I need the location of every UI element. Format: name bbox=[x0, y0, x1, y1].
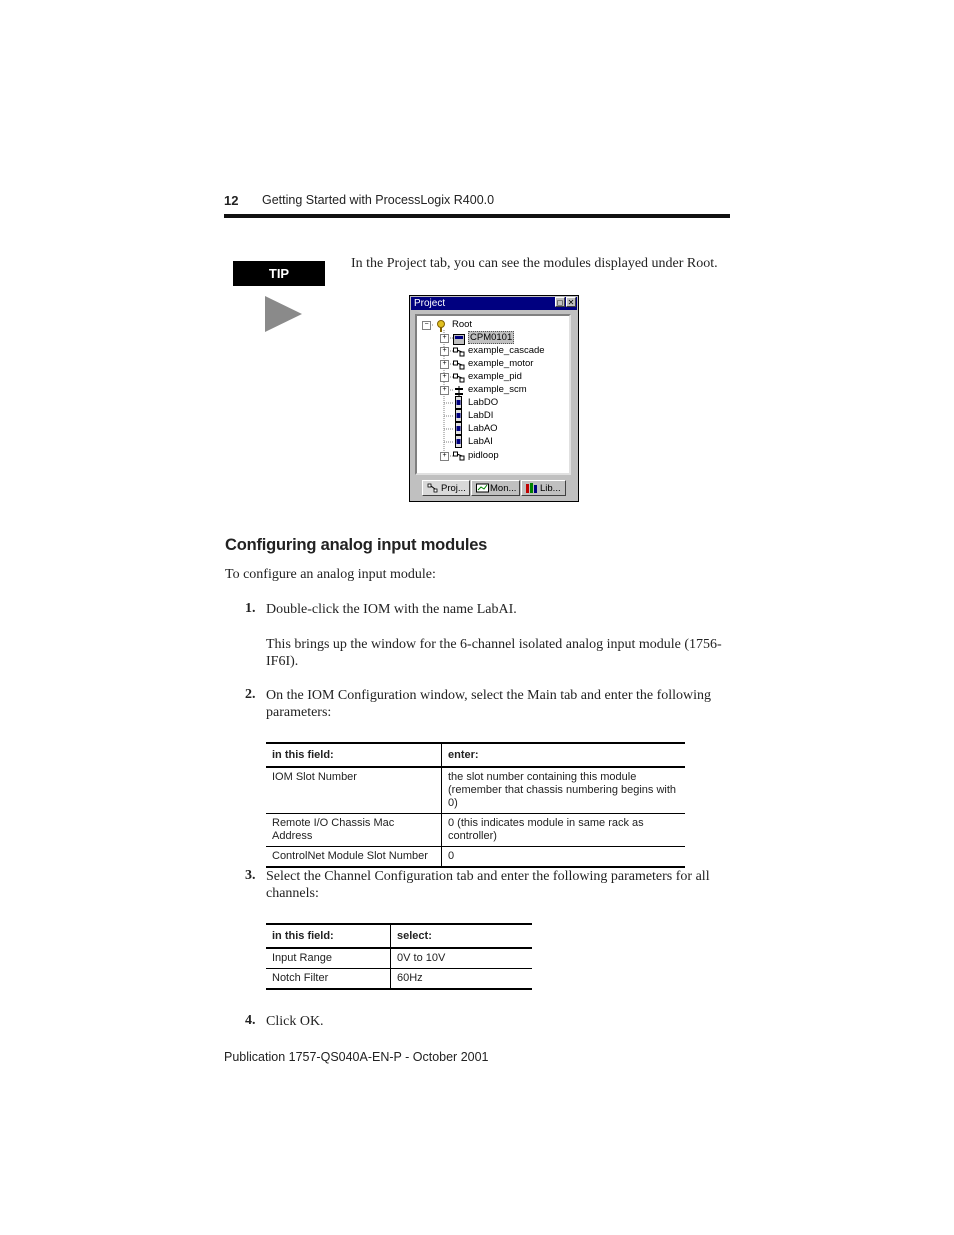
expand-icon[interactable]: + bbox=[440, 452, 449, 461]
table-header: in this field: bbox=[266, 743, 442, 767]
restore-icon[interactable]: ◻ bbox=[556, 298, 564, 307]
header-rule bbox=[224, 214, 730, 218]
expand-icon[interactable]: + bbox=[440, 386, 449, 395]
publication-footer: Publication 1757-QS040A-EN-P - October 2001 bbox=[224, 1050, 489, 1064]
table-header-row bbox=[266, 924, 532, 948]
table-cell: the slot number containing this module (remember that chassis numbering begins with 0) bbox=[442, 767, 686, 814]
tree-item-labai[interactable]: LabAI bbox=[468, 436, 493, 447]
tree-root[interactable]: Root bbox=[452, 319, 473, 330]
library-tab-icon bbox=[526, 483, 538, 499]
tree-item-labdi[interactable]: LabDI bbox=[468, 410, 494, 421]
step-text: Click OK. bbox=[266, 1014, 324, 1029]
tree-item-labdo[interactable]: LabDO bbox=[468, 397, 499, 408]
table-cell: 0 (this indicates module in same rack as controller) bbox=[442, 814, 686, 847]
section-title: Configuring analog input modules bbox=[225, 536, 488, 554]
close-icon[interactable]: ✕ bbox=[567, 298, 575, 307]
tree-item-example-pid[interactable]: example_pid bbox=[468, 371, 522, 382]
project-tab-icon bbox=[427, 483, 439, 499]
expand-icon[interactable]: + bbox=[440, 360, 449, 369]
tab-project[interactable]: Proj... bbox=[422, 480, 470, 496]
table-cell: 60Hz bbox=[391, 969, 533, 990]
step-number: 3. bbox=[245, 868, 256, 883]
table-row bbox=[266, 948, 532, 969]
step-number: 2. bbox=[245, 687, 256, 702]
table-header-row bbox=[266, 743, 685, 767]
page-number: 12 bbox=[224, 193, 239, 208]
tip-arrow-icon bbox=[265, 296, 302, 332]
step-number: 1. bbox=[245, 601, 256, 616]
tab-monitoring[interactable]: Mon... bbox=[471, 480, 520, 496]
tree-item-example-motor[interactable]: example_motor bbox=[468, 358, 534, 369]
table-cell: Notch Filter bbox=[266, 969, 391, 990]
table-cell: IOM Slot Number bbox=[266, 767, 442, 814]
expand-icon[interactable]: + bbox=[440, 334, 449, 343]
tip-text: In the Project tab, you can see the modules displayed under Root. bbox=[351, 256, 718, 271]
step-number: 4. bbox=[245, 1013, 256, 1028]
table-row bbox=[266, 969, 532, 990]
table-row bbox=[266, 767, 685, 814]
expand-icon[interactable]: + bbox=[440, 373, 449, 382]
table-header: enter: bbox=[442, 743, 686, 767]
table-cell: 0 bbox=[442, 847, 686, 868]
step-text: Select the Channel Configuration tab and enter the following parameters for all channels: bbox=[266, 869, 710, 901]
tree-item-pidloop[interactable]: pidloop bbox=[468, 450, 499, 461]
table-header: select: bbox=[391, 924, 533, 948]
step-text: On the IOM Configuration window, select the Main tab and enter the following parameters: bbox=[266, 688, 712, 720]
intro-text: To configure an analog input module: bbox=[225, 567, 436, 582]
table-header: in this field: bbox=[266, 924, 391, 948]
step-text: Double-click the IOM with the name LabAI. bbox=[266, 602, 517, 617]
control-module-icon bbox=[453, 449, 465, 467]
tree-item-example-cascade[interactable]: example_cascade bbox=[468, 345, 545, 356]
project-window bbox=[409, 295, 579, 502]
project-tree[interactable] bbox=[415, 314, 571, 475]
project-window-title: Project bbox=[411, 297, 577, 310]
tab-library[interactable]: Lib... bbox=[521, 480, 566, 496]
monitoring-tab-icon bbox=[476, 483, 489, 499]
tree-item-example-scm[interactable]: example_scm bbox=[468, 384, 527, 395]
table-cell: Remote I/O Chassis Mac Address bbox=[266, 814, 442, 847]
expand-icon[interactable]: + bbox=[440, 347, 449, 356]
table-cell: Input Range bbox=[266, 948, 391, 969]
table-row bbox=[266, 847, 685, 868]
table-row bbox=[266, 814, 685, 847]
tree-item-cpm0101[interactable]: CPM0101 bbox=[470, 332, 513, 343]
collapse-icon[interactable]: − bbox=[422, 321, 431, 330]
tree-item-labao[interactable]: LabAO bbox=[468, 423, 498, 434]
step-subtext: This brings up the window for the 6-channel isolated analog input module (1756-IF6I). bbox=[266, 637, 722, 669]
running-title: Getting Started with ProcessLogix R400.0 bbox=[262, 193, 495, 207]
channel-config-parameters-table bbox=[266, 923, 532, 990]
table-cell: ControlNet Module Slot Number bbox=[266, 847, 442, 868]
table-cell: 0V to 10V bbox=[391, 948, 533, 969]
main-tab-parameters-table bbox=[266, 742, 685, 868]
tip-label: TIP bbox=[233, 261, 325, 286]
